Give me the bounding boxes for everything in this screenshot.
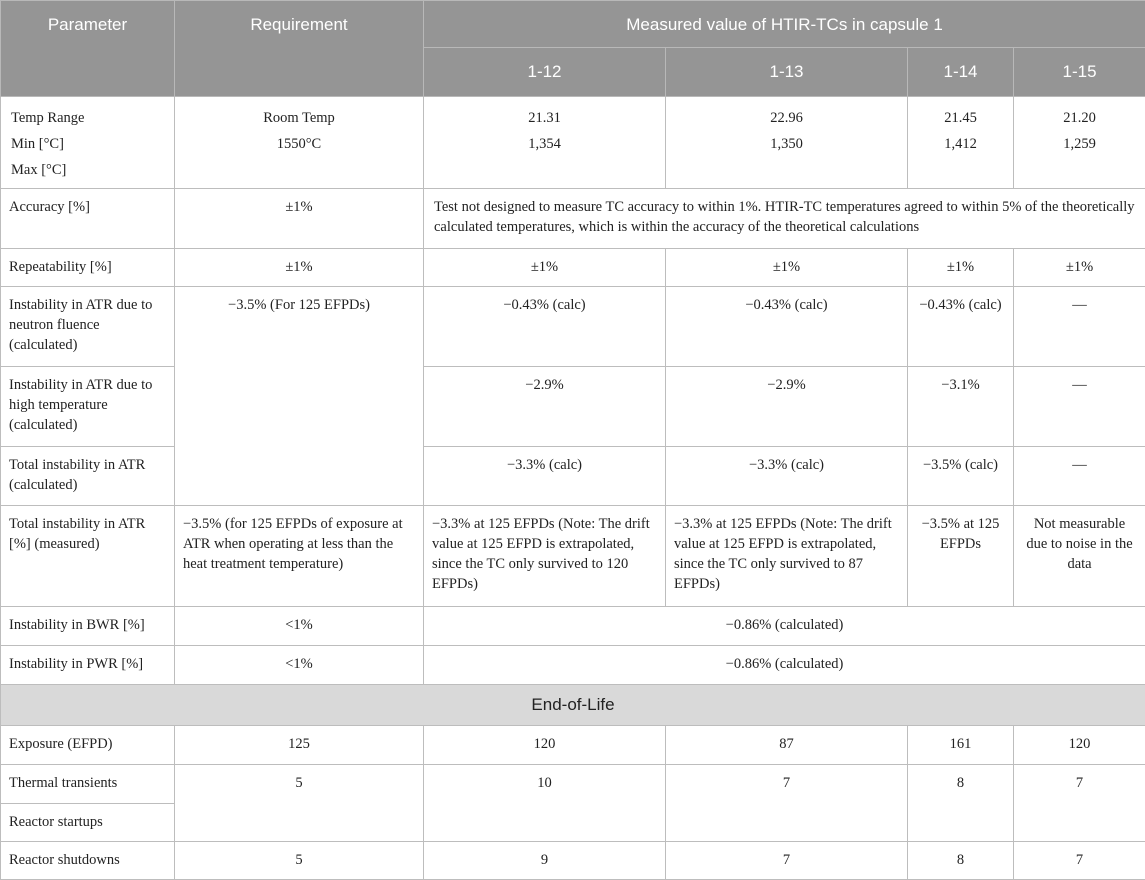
header-parameter: Parameter: [1, 1, 175, 97]
cell-1-14: ±1%: [908, 249, 1014, 287]
accuracy-value: Test not designed to measure TC accuracy to within 1%. HTIR-TC temperatures agreed to within 5% of the theoretically calculated temperatures, which is within the accuracy of the theoretical calculations: [424, 189, 1145, 249]
cell-1-13: 7: [666, 765, 908, 842]
cell-1-12: 10: [424, 765, 666, 842]
table-row: [1, 842, 1145, 880]
req-repeatability: ±1%: [175, 249, 424, 287]
param-reactor-shutdowns: Reactor shutdowns: [1, 842, 175, 880]
cell-1-15: [1014, 97, 1145, 189]
param-temp-range: [1, 97, 175, 189]
cell-1-14: −0.43% (calc): [908, 287, 1014, 367]
section-row: [1, 685, 1145, 726]
cell-1-14: [908, 97, 1014, 189]
cell-1-12: −2.9%: [424, 367, 666, 447]
cell-1-12: −3.3% at 125 EFPDs (Note: The drift value at 125 EFPD is extrapolated, since the TC only survived to 120 EFPDs): [424, 506, 666, 607]
cell-1-15: —: [1014, 287, 1145, 367]
cell-value: 21.20: [1022, 105, 1137, 131]
cell-1-13: [666, 97, 908, 189]
req-instability-bwr: <1%: [175, 607, 424, 646]
section-end-of-life: End-of-Life: [1, 685, 1145, 726]
header-col-1-12: 1-12: [424, 48, 666, 97]
cell-value: 22.96: [674, 105, 899, 131]
req-reactor-shutdowns: 5: [175, 842, 424, 880]
cell-1-15: 120: [1014, 726, 1145, 765]
req-thermal-transients: 5: [175, 765, 424, 842]
cell-value: Room Temp: [183, 105, 415, 131]
pwr-value: −0.86% (calculated): [424, 646, 1145, 685]
cell-1-15: 7: [1014, 842, 1145, 880]
cell-1-14: −3.5% at 125 EFPDs: [908, 506, 1014, 607]
param-total-instability-calc: Total instability in ATR (calculated): [1, 447, 175, 506]
param-accuracy: Accuracy [%]: [1, 189, 175, 249]
header-col-1-15: 1-15: [1014, 48, 1145, 97]
param-total-instability-measured: Total instability in ATR [%] (measured): [1, 506, 175, 607]
cell-1-14: 8: [908, 765, 1014, 842]
cell-1-12: [424, 97, 666, 189]
table-row: [1, 249, 1145, 287]
table-header: [1, 1, 1145, 97]
cell-1-12: −3.3% (calc): [424, 447, 666, 506]
cell-1-12: −0.43% (calc): [424, 287, 666, 367]
param-exposure: Exposure (EFPD): [1, 726, 175, 765]
param-label: Temp Range: [11, 105, 166, 131]
table-row: [1, 506, 1145, 607]
param-reactor-startups: Reactor startups: [1, 804, 175, 842]
cell-1-13: ±1%: [666, 249, 908, 287]
cell-1-13: −0.43% (calc): [666, 287, 908, 367]
table-row: [1, 726, 1145, 765]
cell-value: 1,354: [432, 131, 657, 157]
header-col-1-13: 1-13: [666, 48, 908, 97]
param-thermal-transients: Thermal transients: [1, 765, 175, 804]
header-measured: Measured value of HTIR-TCs in capsule 1: [424, 1, 1145, 48]
req-temp-range: [175, 97, 424, 189]
table-row: [1, 367, 1145, 447]
param-instability-pwr: Instability in PWR [%]: [1, 646, 175, 685]
header-requirement: Requirement: [175, 1, 424, 97]
table-row: [1, 189, 1145, 249]
cell-1-15: —: [1014, 447, 1145, 506]
cell-1-15: Not measurable due to noise in the data: [1014, 506, 1145, 607]
cell-value: 1,259: [1022, 131, 1137, 157]
req-accuracy: ±1%: [175, 189, 424, 249]
cell-value: 1550°C: [183, 131, 415, 157]
table-row: [1, 607, 1145, 646]
table-row: [1, 646, 1145, 685]
bwr-value: −0.86% (calculated): [424, 607, 1145, 646]
req-instability-atr: −3.5% (For 125 EFPDs): [175, 287, 424, 506]
cell-value: 1,350: [674, 131, 899, 157]
cell-1-15: 7: [1014, 765, 1145, 842]
param-instability-fluence: Instability in ATR due to neutron fluence (calculated): [1, 287, 175, 367]
param-repeatability: Repeatability [%]: [1, 249, 175, 287]
param-instability-temperature: Instability in ATR due to high temperature (calculated): [1, 367, 175, 447]
cell-1-12: 120: [424, 726, 666, 765]
param-instability-bwr: Instability in BWR [%]: [1, 607, 175, 646]
cell-1-14: 161: [908, 726, 1014, 765]
cell-1-14: −3.1%: [908, 367, 1014, 447]
table-row: [1, 447, 1145, 506]
cell-1-13: 87: [666, 726, 908, 765]
cell-1-13: 7: [666, 842, 908, 880]
cell-value: 1,412: [916, 131, 1005, 157]
table-row: [1, 287, 1145, 367]
cell-value: 21.45: [916, 105, 1005, 131]
req-instability-pwr: <1%: [175, 646, 424, 685]
cell-1-13: −3.3% (calc): [666, 447, 908, 506]
cell-1-12: ±1%: [424, 249, 666, 287]
cell-1-12: 9: [424, 842, 666, 880]
cell-value: 21.31: [432, 105, 657, 131]
cell-1-14: −3.5% (calc): [908, 447, 1014, 506]
cell-1-13: −2.9%: [666, 367, 908, 447]
table-row: [1, 97, 1145, 189]
cell-1-15: ±1%: [1014, 249, 1145, 287]
param-label: Min [°C]: [11, 131, 166, 157]
req-exposure: 125: [175, 726, 424, 765]
cell-1-13: −3.3% at 125 EFPDs (Note: The drift value at 125 EFPD is extrapolated, since the TC only survived to 87 EFPDs): [666, 506, 908, 607]
param-label: Max [°C]: [11, 157, 166, 183]
req-total-instability-measured: −3.5% (for 125 EFPDs of exposure at ATR when operating at less than the heat treatment temperature): [175, 506, 424, 607]
cell-1-14: 8: [908, 842, 1014, 880]
cell-1-15: —: [1014, 367, 1145, 447]
table-row: [1, 765, 1145, 804]
header-col-1-14: 1-14: [908, 48, 1014, 97]
